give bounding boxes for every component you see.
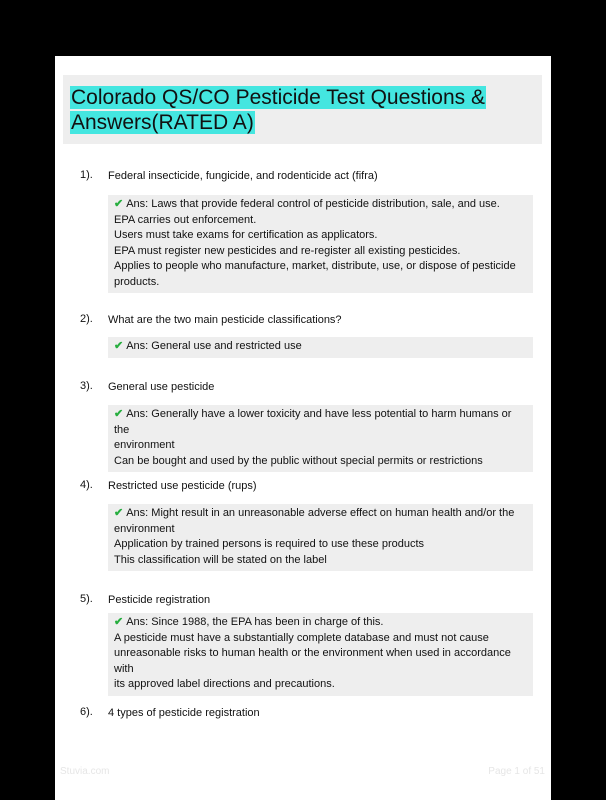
answer-box [108,195,533,293]
answer-line: its approved label directions and precautions. [114,678,335,690]
question-text: Pesticide registration [108,594,211,606]
question-number: 5). [80,593,93,605]
answer-text: Ans: Generally have a lower toxicity and have less potential to harm humans or the [114,408,512,436]
question-text: 4 types of pesticide registration [108,707,260,719]
answer-box [108,337,533,358]
document-title [70,85,540,135]
check-icon: ✔ [114,340,124,352]
footer-source: Stuvia.com [60,766,110,777]
answer-line: A pesticide must have a substantially complete database and must not cause [114,631,489,644]
question-text: General use pesticide [108,381,215,393]
answer-line: environment [114,439,175,451]
question-number: 6). [80,706,93,718]
check-icon: ✔ [114,507,124,519]
answer-line [114,506,527,522]
answer-box [108,613,533,696]
answer-line [114,197,527,213]
answer-line: environment [114,522,175,535]
answer-line: unreasonable risks to human health or the environment when used in accordance with [114,647,511,675]
answer-box [108,504,533,571]
answer-text: Ans: Might result in an unreasonable adverse effect on human health and/or the [126,507,515,519]
title-box [63,75,542,144]
answer-text: Ans: Laws that provide federal control of pesticide distribution, sale, and use. [126,198,500,210]
answer-line: EPA must register new pesticides and re-register all existing pesticides. [114,244,461,257]
answer-line [114,615,527,631]
check-icon: ✔ [114,408,124,420]
answer-line: Can be bought and used by the public without special permits or restrictions [114,454,483,467]
question-number: 2). [80,313,93,325]
document-page [55,56,551,800]
answer-line [114,339,527,355]
question-number: 4). [80,479,93,491]
answer-text: Ans: General use and restricted use [126,340,302,352]
answer-line: Users must take exams for certification as applicators. [114,229,378,241]
question-text: Federal insecticide, fungicide, and rodenticide act (fifra) [108,170,378,182]
question-number: 1). [80,169,93,181]
question-text: Restricted use pesticide (rups) [108,480,257,492]
page-indicator: Page 1 of 51 [488,766,545,777]
question-text: What are the two main pesticide classifications? [108,314,342,326]
answer-line: This classification will be stated on the label [114,553,327,566]
check-icon: ✔ [114,198,124,210]
question-number: 3). [80,380,93,392]
answer-line: Applies to people who manufacture, market, distribute, use, or dispose of pesticide [114,260,516,272]
answer-box [108,405,533,472]
check-icon: ✔ [114,616,124,628]
document-title-text: Colorado QS/CO Pesticide Test Questions & Answers(RATED A) [71,86,485,134]
answer-line: products. [114,275,160,288]
answer-line [114,407,527,438]
answer-text: Ans: Since 1988, the EPA has been in charge of this. [126,616,384,628]
answer-line: EPA carries out enforcement. [114,213,257,226]
answer-line: Application by trained persons is required to use these products [114,538,425,550]
